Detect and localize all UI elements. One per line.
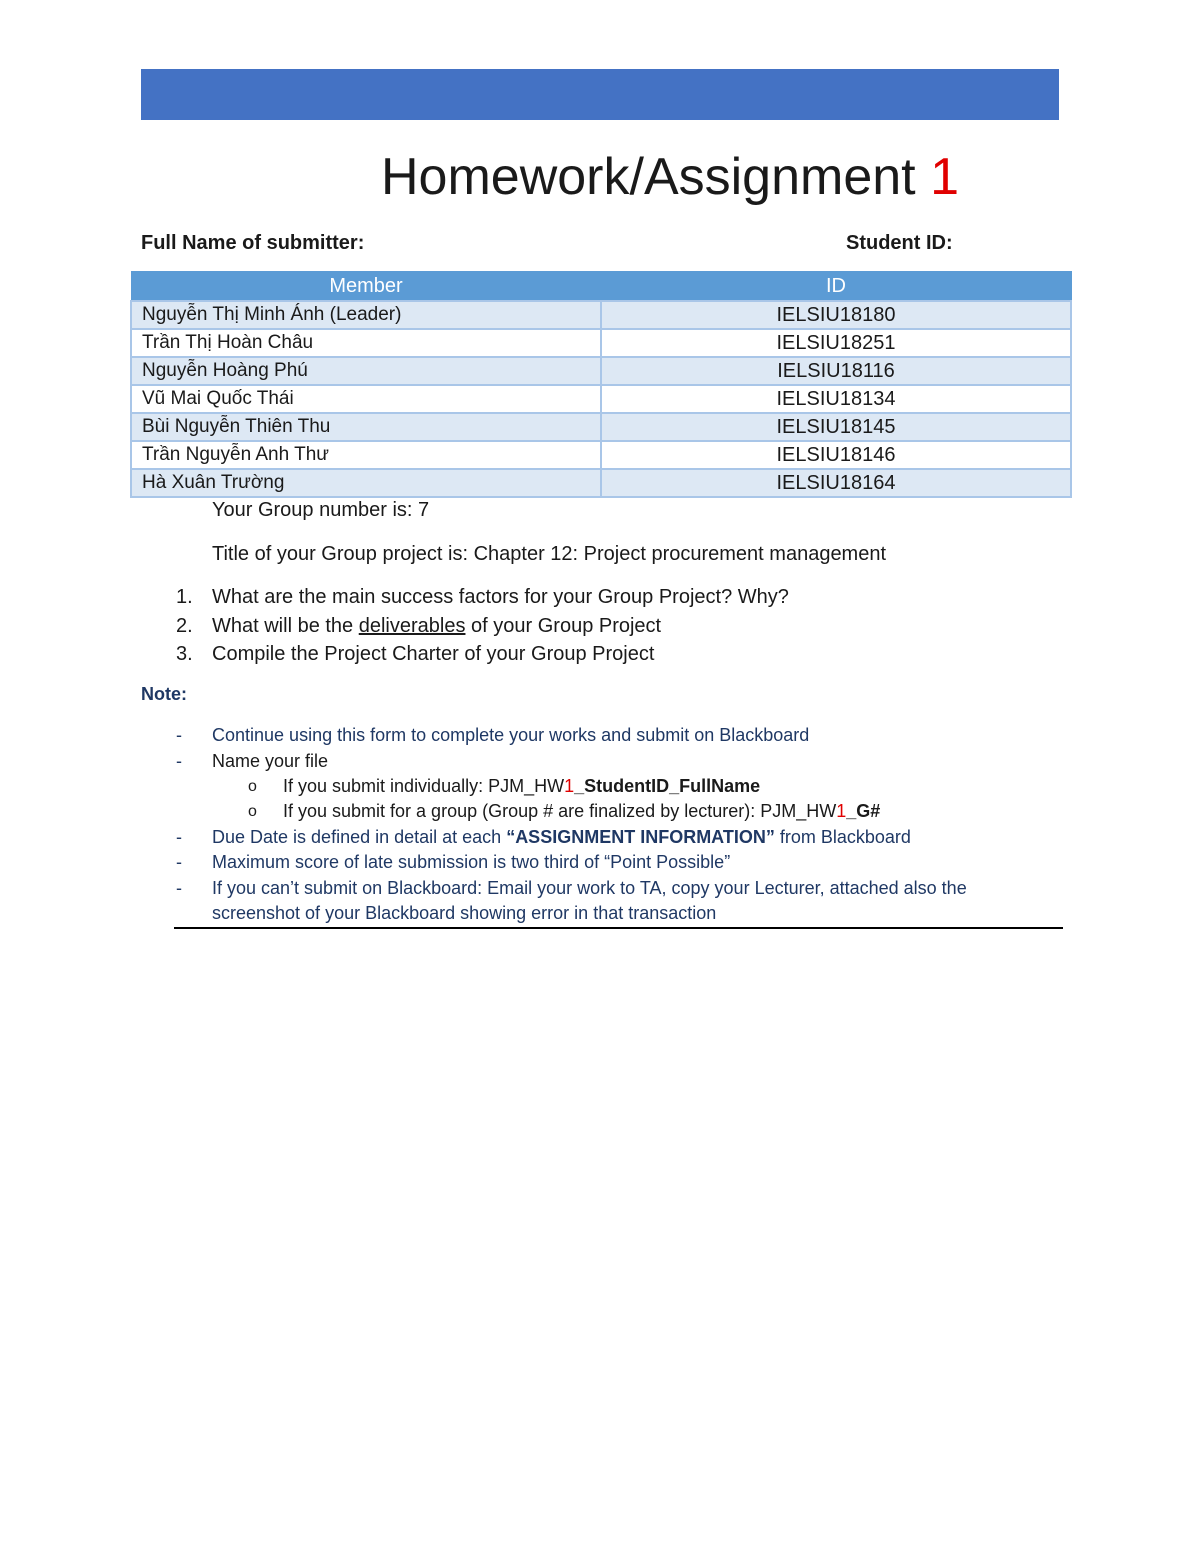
- question-text-start: What will be the: [212, 615, 359, 637]
- bullet-dash: -: [176, 725, 182, 745]
- note-item-continuation: screenshot of your Blackboard showing error in that transaction: [212, 903, 717, 923]
- assignment-information-label: “ASSIGNMENT INFORMATION”: [506, 827, 775, 847]
- member-id: IELSIU18116: [601, 357, 1071, 385]
- bullet-dash: -: [176, 878, 182, 898]
- filename-suffix: _G#: [846, 801, 881, 821]
- table-row: [131, 441, 1071, 469]
- bullet-dash: -: [176, 852, 182, 872]
- deliverables-underlined: deliverables: [358, 615, 466, 637]
- due-date-suffix: from Blackboard: [774, 827, 911, 847]
- student-id-label: Student ID:: [846, 232, 953, 254]
- note-title: Note:: [141, 684, 187, 704]
- table-header-row: [131, 272, 1071, 302]
- question-text-end: of your Group Project: [465, 615, 662, 637]
- note-item: Continue using this form to complete your works and submit on Blackboard: [212, 725, 810, 745]
- member-id: IELSIU18164: [601, 469, 1071, 497]
- note-item: If you can’t submit on Blackboard: Email your work to TA, copy your Lecturer, attached also the: [212, 878, 967, 898]
- note-subitem: [283, 799, 880, 824]
- table-row: [131, 357, 1071, 385]
- group-number-line: Your Group number is: 7: [212, 499, 430, 521]
- member-name: Trần Nguyễn Anh Thư: [131, 441, 601, 469]
- member-id: IELSIU18134: [601, 385, 1071, 413]
- member-name: Nguyễn Thị Minh Ánh (Leader): [131, 301, 601, 329]
- member-name: Hà Xuân Trường: [131, 469, 601, 497]
- question-text: What are the main success factors for your Group Project? Why?: [212, 586, 789, 608]
- question-text: Compile the Project Charter of your Group Project: [212, 643, 655, 665]
- title-number: 1: [930, 148, 959, 206]
- filename-prefix: If you submit for a group (Group # are finalized by lecturer): PJM_HW: [283, 801, 837, 821]
- member-name: Nguyễn Hoàng Phú: [131, 357, 601, 385]
- table-row: [131, 469, 1071, 497]
- header-banner: [141, 69, 1059, 120]
- full-name-label: Full Name of submitter:: [141, 232, 365, 254]
- filename-number: 1: [564, 776, 575, 796]
- members-table: [130, 271, 1072, 498]
- table-row: [131, 301, 1071, 329]
- filename-number: 1: [836, 801, 847, 821]
- question-number: 2.: [176, 615, 193, 637]
- filename-suffix: _StudentID_FullName: [574, 776, 761, 796]
- table-row: [131, 329, 1071, 357]
- note-item: [212, 825, 911, 850]
- member-name: Bùi Nguyễn Thiên Thu: [131, 413, 601, 441]
- note-item: Maximum score of late submission is two third of “Point Possible”: [212, 852, 731, 872]
- table-row: [131, 413, 1071, 441]
- bullet-circle: o: [248, 803, 257, 820]
- member-id: IELSIU18146: [601, 441, 1071, 469]
- member-name: Vũ Mai Quốc Thái: [131, 385, 601, 413]
- member-id: IELSIU18251: [601, 329, 1071, 357]
- member-id: IELSIU18180: [601, 301, 1071, 329]
- member-id: IELSIU18145: [601, 413, 1071, 441]
- page-title: [0, 142, 1200, 212]
- question-number: 1.: [176, 586, 193, 608]
- member-column-header: Member: [131, 272, 601, 302]
- horizontal-rule: [174, 927, 1063, 929]
- filename-prefix: If you submit individually: PJM_HW: [283, 776, 565, 796]
- title-text: Homework/Assignment: [381, 148, 931, 206]
- note-subitem: [283, 774, 760, 799]
- note-item: Name your file: [212, 751, 329, 771]
- bullet-circle: o: [248, 778, 257, 795]
- member-name: Trần Thị Hoàn Châu: [131, 329, 601, 357]
- bullet-dash: -: [176, 751, 182, 771]
- bullet-dash: -: [176, 827, 182, 847]
- table-row: [131, 385, 1071, 413]
- id-column-header: ID: [601, 272, 1071, 302]
- question-text: [212, 613, 661, 639]
- question-number: 3.: [176, 643, 193, 665]
- group-title-line: Title of your Group project is: Chapter 12: Project procurement management: [212, 543, 887, 565]
- due-date-text: Due Date is defined in detail at each: [212, 827, 507, 847]
